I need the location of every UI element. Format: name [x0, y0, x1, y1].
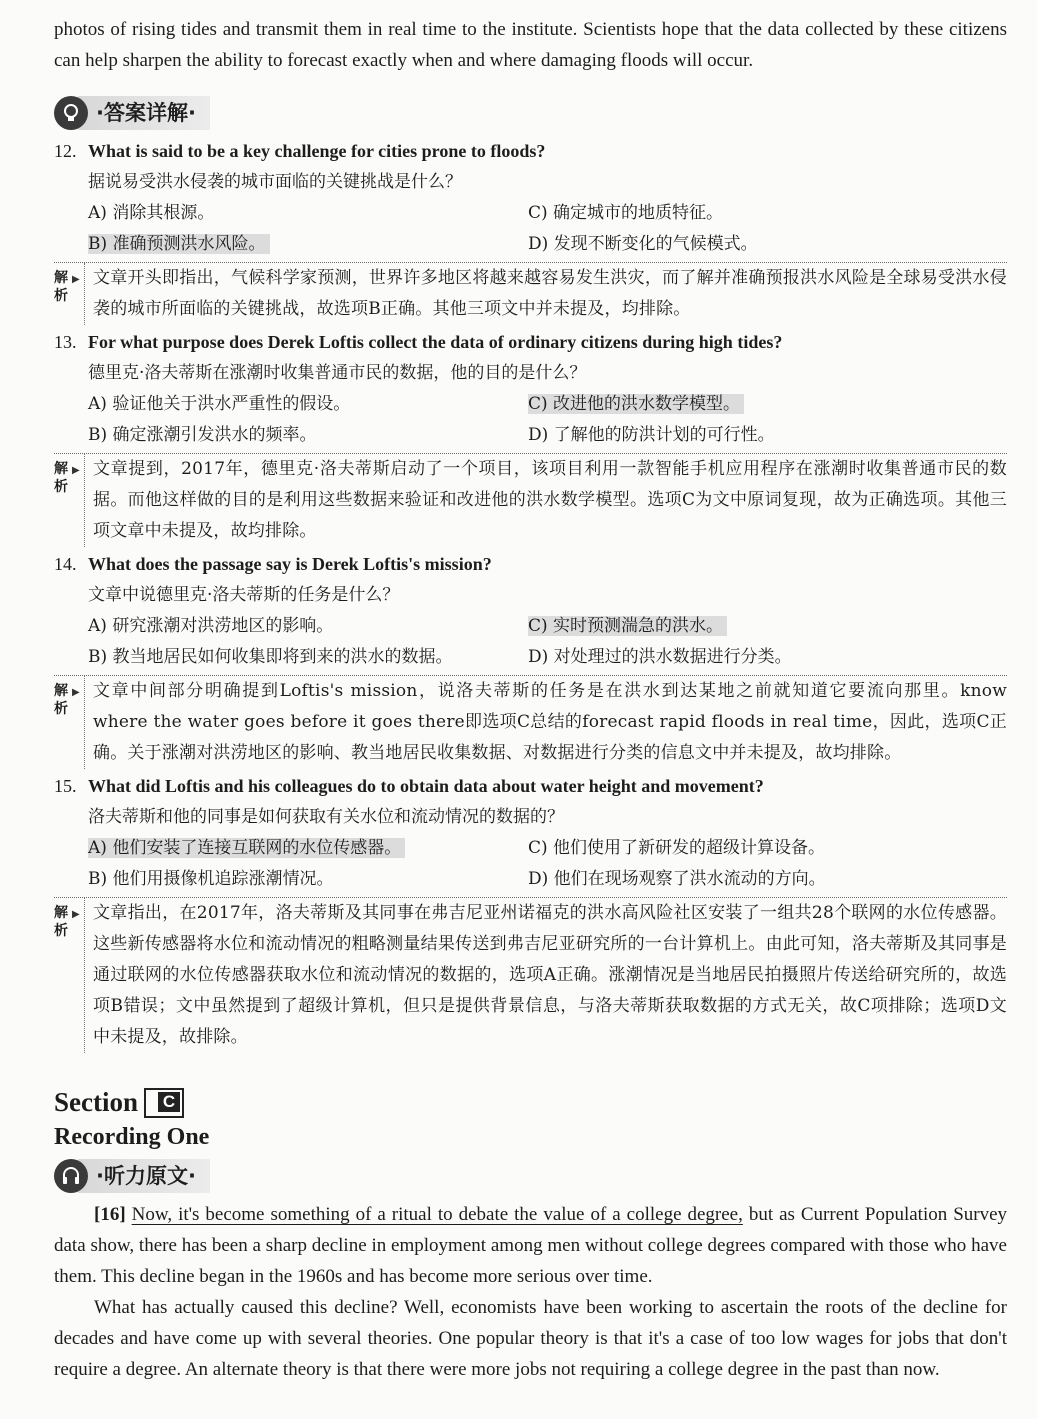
question-number: 13. [54, 332, 77, 352]
analysis-text: 文章开头即指出，气候科学家预测，世界许多地区将越来越容易发生洪灾，而了解并准确预报洪水风险是全球易受洪水侵袭的城市所面临的关键挑战，故选项B正确。其他三项文中并未提及，均排除。 [84, 263, 1007, 325]
question-line [54, 771, 1007, 802]
questions-list [54, 136, 1007, 1053]
analysis-block [54, 262, 1007, 325]
option [88, 611, 528, 642]
option [88, 864, 528, 895]
options-grid [88, 389, 1007, 451]
headphones-icon [54, 1159, 88, 1193]
options-grid [88, 198, 1007, 260]
option-text: A) 研究涨潮对洪涝地区的影响。 [88, 616, 334, 636]
options-grid [88, 611, 1007, 673]
recording-title: Recording One [54, 1124, 210, 1150]
intro-paragraph: photos of rising tides and transmit them in real time to the institute. Scientists hope that the data collected by these citizens can help sharpen the ability to forecast exactly when and where damaging floods will occur. [54, 19, 1007, 71]
answer-heading-label: ·答案详解· [78, 96, 210, 130]
analysis-block [54, 675, 1007, 769]
option-correct [88, 833, 528, 864]
analysis-tag [54, 676, 84, 769]
option-text: A) 验证他关于洪水严重性的假设。 [88, 394, 351, 414]
lightbulb-icon [54, 96, 88, 130]
analysis-text: 文章提到，2017年，德里克·洛夫蒂斯启动了一个项目，该项目利用一款智能手机应用程序在涨潮时收集普通市民的数据。而他这样做的目的是利用这些数据来验证和改进他的洪水数学模型。选项C为文中原词复现，故为正确选项。其他三项文章中未提及，故均排除。 [84, 454, 1007, 547]
underlined-sentence: Now, it's become something of a ritual to debate the value of a college degree, [131, 1204, 743, 1225]
passage-paragraph-1 [54, 1199, 1007, 1292]
question-text-en: For what purpose does Derek Loftis collect the data of ordinary citizens during high tides? [88, 332, 783, 352]
question-text-cn: 洛夫蒂斯和他的同事是如何获取有关水位和流动情况的数据的？ [88, 807, 564, 827]
options-grid [88, 833, 1007, 895]
option [528, 864, 968, 895]
arrow-icon: ▶ [72, 909, 80, 920]
analysis-text: 文章指出，在2017年，洛夫蒂斯及其同事在弗吉尼亚州诺福克的洪水高风险社区安装了一组共28个联网的水位传感器。这些新传感器将水位和流动情况的粗略测量结果传送到弗吉尼亚研究所的一台计算机上。由此可知，洛夫蒂斯及其同事是通过联网的水位传感器获取水位和流动情况的数据的，选项A正确。涨潮情况是当地居民拍摄照片传送给研究所的，故选项B错误；文中虽然提到了超级计算机，但只是提供背景信息，与洛夫蒂斯获取数据的方式无关，故C项排除；选项D文中未提及，故排除。 [84, 898, 1007, 1053]
option-correct [528, 611, 968, 642]
option-text: B) 教当地居民如何收集即将到来的洪水的数据。 [88, 647, 453, 667]
option-text: D) 发现不断变化的气候模式。 [528, 234, 758, 254]
analysis-tag-text: 解析 [54, 461, 68, 495]
analysis-tag [54, 454, 84, 547]
analysis-tag [54, 263, 84, 325]
listening-heading [54, 1157, 1007, 1195]
option [528, 198, 968, 229]
option-text: B) 他们用摄像机追踪涨潮情况。 [88, 869, 334, 889]
question-block [54, 136, 1007, 325]
listening-heading-label: ·听力原文· [78, 1159, 210, 1193]
question-line [54, 327, 1007, 358]
passage-text: but as Current Population Survey data show, there has been a sharp decline in employment among men without college degrees compared with those who have them. This decline began in the 1960s and has become more serious over time. [54, 1204, 1008, 1287]
question-text-cn: 德里克·洛夫蒂斯在涨潮时收集普通市民的数据，他的目的是什么？ [88, 363, 587, 383]
question-line [54, 136, 1007, 167]
analysis-block [54, 897, 1007, 1053]
option [88, 389, 528, 420]
option-text: A) 他们安装了连接互联网的水位传感器。 [88, 838, 405, 858]
question-number: 15. [54, 776, 77, 796]
option-text: A) 消除其根源。 [88, 203, 215, 223]
option-text: C) 他们使用了新研发的超级计算设备。 [528, 838, 826, 858]
option-correct [528, 389, 968, 420]
question-text-cn: 据说易受洪水侵袭的城市面临的关键挑战是什么？ [88, 172, 462, 192]
question-line [54, 549, 1007, 580]
option-text: D) 对处理过的洪水数据进行分类。 [528, 647, 792, 667]
passage-paragraph-2: What has actually caused this decline? Well, economists have been working to ascertain the roots of the decline for decades and have come up with several theories. One popular theory is that it's a case of too low wages for jobs that don't require a degree. An alternate theory is that there were more jobs not requiring a college degree in the past than now. [54, 1297, 1007, 1380]
option [528, 642, 968, 673]
option-correct [88, 229, 528, 260]
question-block [54, 327, 1007, 547]
question-text-en: What does the passage say is Derek Loftis's mission? [88, 554, 492, 574]
option [88, 420, 528, 451]
option-text: D) 了解他的防洪计划的可行性。 [528, 425, 775, 445]
question-number: 14. [54, 554, 77, 574]
question-text-en: What is said to be a key challenge for cities prone to floods? [88, 141, 546, 161]
option [528, 229, 968, 260]
option-text: B) 准确预测洪水风险。 [88, 234, 270, 254]
option-text: C) 实时预测湍急的洪水。 [528, 616, 727, 636]
section-c-icon [144, 1088, 184, 1118]
analysis-tag-text: 解析 [54, 683, 68, 717]
option-text: B) 确定涨潮引发洪水的频率。 [88, 425, 317, 445]
question-marker: [16] [94, 1204, 126, 1225]
section-title-text: Section [54, 1087, 138, 1117]
arrow-icon: ▶ [72, 465, 80, 476]
question-block [54, 549, 1007, 769]
analysis-text: 文章中间部分明确提到Loftis's mission，说洛夫蒂斯的任务是在洪水到达某地之前就知道它要流向那里。know where the water goes before it goes there即选项C总结的forecast rapid floods in real time，因此，选项C正确。关于涨潮对洪涝地区的影响、教当地居民收集数据、对数据进行分类的信息文中并未提及，故均排除。 [84, 676, 1007, 769]
analysis-tag-text: 解析 [54, 905, 68, 939]
question-text-en: What did Loftis and his colleagues do to obtain data about water height and movement? [88, 776, 764, 796]
answer-heading [54, 94, 1007, 132]
option [528, 833, 968, 864]
question-text-cn: 文章中说德里克·洛夫蒂斯的任务是什么？ [88, 585, 400, 605]
analysis-tag-text: 解析 [54, 270, 68, 304]
option [88, 198, 528, 229]
analysis-tag [54, 898, 84, 1053]
arrow-icon: ▶ [72, 274, 80, 285]
section-letter: C [158, 1092, 180, 1112]
arrow-icon: ▶ [72, 687, 80, 698]
option [88, 642, 528, 673]
section-title [54, 1087, 1007, 1118]
option-text: D) 他们在现场观察了洪水流动的方向。 [528, 869, 826, 889]
option-text: C) 确定城市的地质特征。 [528, 203, 724, 223]
question-block [54, 771, 1007, 1053]
question-number: 12. [54, 141, 77, 161]
analysis-block [54, 453, 1007, 547]
option-text: C) 改进他的洪水数学模型。 [528, 394, 744, 414]
option [528, 420, 968, 451]
